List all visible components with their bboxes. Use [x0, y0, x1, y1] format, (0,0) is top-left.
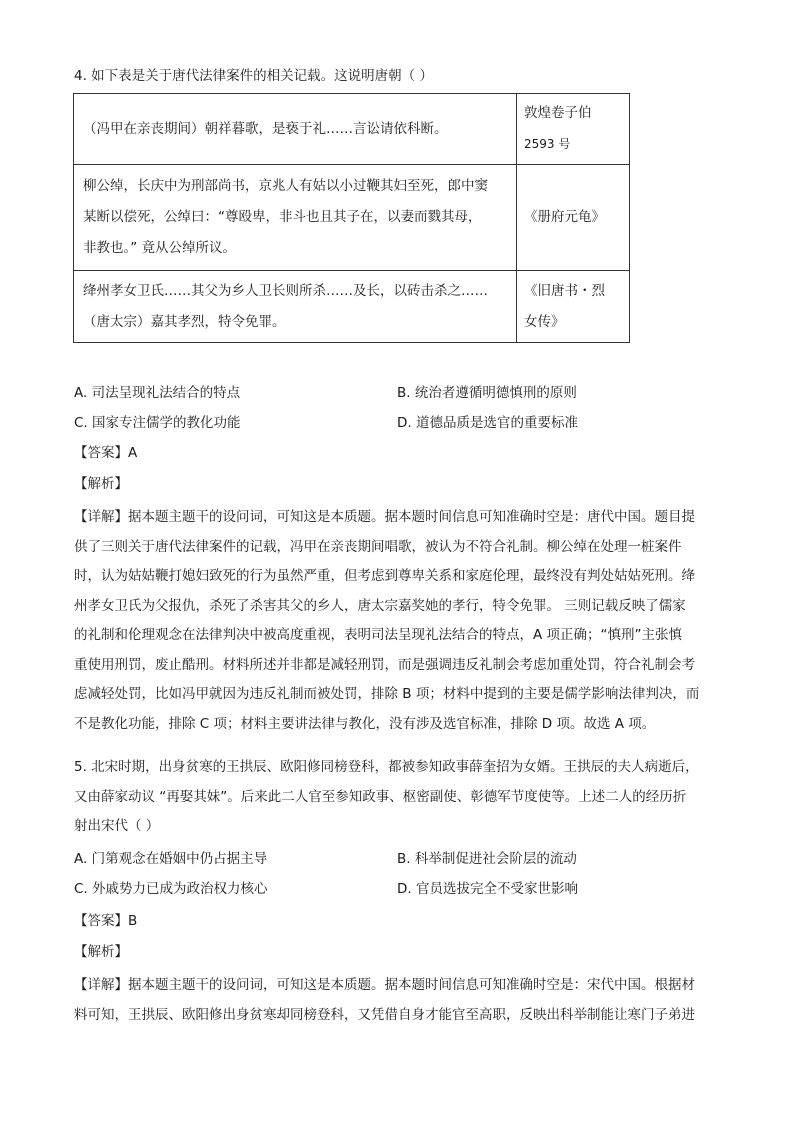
case-content-cell	[74, 165, 517, 271]
detail-line: 供了三则关于唐代法律案件的记载，冯甲在亲丧期间唱歌，被认为不符合礼制。柳公绰在处理一桩案件	[74, 538, 682, 555]
detail-line: 虑减轻处罚，比如冯甲就因为违反礼制而被处罚，排除 B 项；材料中提到的主要是儒学影响法律判决，而	[74, 686, 700, 702]
detail-line: 州孝女卫氏为父报仇，杀死了杀害其父的乡人，唐太宗嘉奖她的孝行，特令免罪。 三则记载反映了儒家	[74, 597, 686, 614]
question-stem-line: 又由薛家动议 “再娶其妹”。后来此二人官至参知政事、枢密副使、彰德军节度使等。上述二人的经历折	[74, 788, 687, 805]
detail-line: 料可知，王拱辰、欧阳修出身贫寒却同榜登科，又凭借自身才能官至高职，反映出科举制能让寒门子弟进	[74, 1006, 695, 1023]
detail-line: 时，认为姑姑鞭打媳妇致死的行为虽然严重，但考虑到尊卑关系和家庭伦理，最终没有判处姑姑死刑。绛	[74, 568, 695, 584]
option-d[interactable]: D. 道德品质是选官的重要标准	[397, 415, 578, 431]
question-4-stem: 4. 如下表是关于唐代法律案件的相关记载。这说明唐朝（ ）	[74, 68, 433, 84]
detail-line: 的礼制和伦理观念在法律判决中被高度重视，表明司法呈现礼法结合的特点，A 项正确；“慎刑”主张慎	[74, 627, 683, 643]
detail-line: 【详解】据本题主题干的设问词，可知这是本质题。据本题时间信息可知准确时空是：宋代中国。根据材	[74, 977, 695, 993]
case-source: 敦煌卷子伯	[524, 105, 592, 121]
case-source: 《旧唐书・烈	[524, 282, 605, 299]
table-row	[74, 271, 630, 343]
option-a[interactable]: A. 司法呈现礼法结合的特点	[74, 385, 241, 401]
case-content-cell	[74, 271, 517, 343]
case-text: （唐太宗）嘉其孝烈，特令免罪。	[83, 313, 286, 330]
case-text: （冯甲在亲丧期间）朝祥暮歌，是亵于礼……言讼请依科断。	[83, 120, 448, 137]
table-row	[74, 94, 630, 165]
case-source-cell	[517, 94, 630, 165]
detail-line: 不是教化功能，排除 C 项；材料主要讲法律与教化，没有涉及选官标准，排除 D 项。故选 A 项。	[74, 715, 656, 732]
case-text: 非教也。” 竟从公绰所议。	[83, 240, 237, 256]
case-content-cell	[74, 94, 517, 165]
case-source: 女传》	[524, 313, 565, 330]
question-stem-line: 射出宋代（ ）	[74, 818, 160, 834]
detail-paragraph	[74, 971, 724, 1030]
option-c[interactable]: C. 国家专注儒学的教化功能	[74, 415, 241, 431]
option-b[interactable]: B. 统治者遵循明德慎刑的原则	[397, 385, 577, 401]
answer-label: 【答案】B	[74, 913, 138, 929]
answer-label: 【答案】A	[74, 445, 138, 461]
detail-line: 【详解】据本题主题干的设问词，可知这是本质题。据本题时间信息可知准确时空是：唐代中国。题目提	[74, 509, 695, 525]
case-text: 柳公绰，长庆中为刑部尚书，京兆人有姑以小过鞭其妇至死，郎中窦	[83, 178, 488, 194]
case-source-cell	[517, 271, 630, 343]
analysis-label: 【解析】	[74, 944, 128, 960]
legal-cases-table	[73, 93, 630, 343]
analysis-label: 【解析】	[74, 476, 128, 492]
case-source-cell	[517, 165, 630, 271]
option-a[interactable]: A. 门第观念在婚姻中仍占据主导	[74, 851, 268, 867]
case-text: 某断以偿死，公绰曰：“尊殴卑，非斗也且其子在，以妻而戮其母，	[83, 209, 482, 225]
question-stem-line: 5. 北宋时期，出身贫寒的王拱辰、欧阳修同榜登科，都被参知政事薛奎招为女婿。王拱辰的夫人病逝后，	[74, 759, 699, 775]
table-row	[74, 165, 630, 271]
question-5-stem	[74, 753, 724, 842]
case-source: 《册府元龟》	[524, 209, 605, 225]
detail-paragraph	[74, 503, 724, 739]
case-text: 绛州孝女卫氏……其父为乡人卫长则所杀……及长，以砖击杀之……	[83, 282, 488, 299]
detail-line: 重使用刑罚，废止酷刑。材料所述并非都是减轻刑罚，而是强调违反礼制会考虑加重处罚，符合礼制会考	[74, 656, 695, 673]
case-source: 2593 号	[524, 137, 571, 151]
option-b[interactable]: B. 科举制促进社会阶层的流动	[397, 851, 577, 867]
option-c[interactable]: C. 外戚势力已成为政治权力核心	[74, 881, 268, 897]
option-d[interactable]: D. 官员选拔完全不受家世影响	[397, 881, 578, 897]
